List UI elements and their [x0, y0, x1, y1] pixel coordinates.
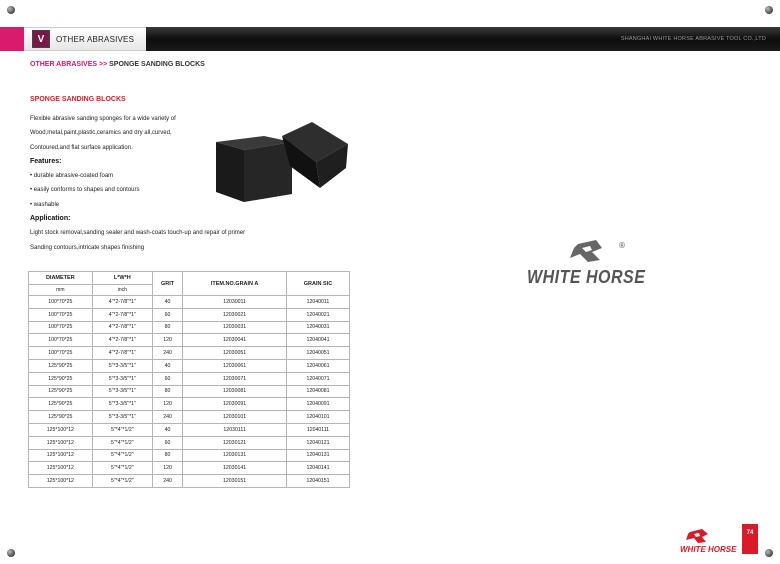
feature-item: • easily conforms to shapes and contours [30, 187, 140, 194]
unit-mm: mm [29, 285, 93, 296]
table-cell: 12040021 [286, 308, 349, 321]
table-cell: 12040081 [286, 385, 349, 398]
table-row [29, 347, 350, 360]
table-cell: 12030131 [183, 449, 287, 462]
unit-inch: inch [92, 285, 152, 296]
table-cell: 12030101 [183, 411, 287, 424]
table-cell: 125*90*25 [29, 398, 93, 411]
table-cell: 125*90*25 [29, 359, 93, 372]
feature-item: • durable abrasive-coated foam [30, 173, 114, 180]
table-cell: 60 [152, 308, 182, 321]
table-cell: 40 [152, 296, 182, 309]
table-cell: 100*70*25 [29, 321, 93, 334]
table-cell: 120 [152, 334, 182, 347]
table-cell: 5"*4"*1/2" [92, 436, 152, 449]
table-cell: 240 [152, 411, 182, 424]
table-cell: 240 [152, 347, 182, 360]
table-cell: 240 [152, 475, 182, 488]
col-lwh: L*W*H [92, 272, 152, 285]
table-cell: 12040031 [286, 321, 349, 334]
header-accent [0, 27, 24, 51]
header-bar [0, 27, 780, 51]
application-line: Light stock removal,sanding sealer and wash-coats touch-up and repair of primer [30, 230, 246, 237]
section-title: OTHER ABRASIVES [56, 34, 135, 44]
table-body [29, 296, 350, 488]
product-table [28, 271, 350, 488]
feature-item: • washable [30, 201, 60, 208]
table-cell: 100*70*25 [29, 334, 93, 347]
table-cell: 125*90*25 [29, 385, 93, 398]
sponge-blocks-image [212, 118, 352, 204]
table-header-row [29, 272, 350, 285]
table-cell: 4"*2-7/8"*1" [92, 334, 152, 347]
table-cell: 12040011 [286, 296, 349, 309]
table-cell: 4"*2-7/8"*1" [92, 321, 152, 334]
col-grit: GRIT [152, 272, 182, 296]
table-row [29, 462, 350, 475]
table-cell: 5"*4"*1/2" [92, 462, 152, 475]
table-cell: 60 [152, 436, 182, 449]
table-cell: 12040111 [286, 423, 349, 436]
table-cell: 120 [152, 462, 182, 475]
table-cell: 4"*2-7/8"*1" [92, 308, 152, 321]
col-grain-sic: GRAIN SIC [286, 272, 349, 296]
application-line: Sanding contours,intricate shapes finishing [30, 244, 145, 251]
breadcrumb [30, 61, 205, 68]
table-cell: 12040091 [286, 398, 349, 411]
table-row [29, 423, 350, 436]
table-row [29, 449, 350, 462]
table-cell: 4"*2-7/8"*1" [92, 347, 152, 360]
corner-screw-icon [7, 549, 15, 557]
table-cell: 12030111 [183, 423, 287, 436]
table-cell: 80 [152, 449, 182, 462]
header-section [24, 27, 146, 51]
table-cell: 12030061 [183, 359, 287, 372]
table-row [29, 436, 350, 449]
corner-screw-icon [7, 6, 15, 14]
table-cell: 12040051 [286, 347, 349, 360]
table-cell: 125*100*12 [29, 475, 93, 488]
table-row [29, 334, 350, 347]
header-company-strip [146, 27, 780, 51]
table-cell: 12030121 [183, 436, 287, 449]
table-cell: 125*100*12 [29, 449, 93, 462]
table-cell: 100*70*25 [29, 296, 93, 309]
table-cell: 100*70*25 [29, 347, 93, 360]
table-cell: 80 [152, 385, 182, 398]
registered-mark: ® [618, 241, 626, 250]
table-cell: 12040131 [286, 449, 349, 462]
table-row [29, 321, 350, 334]
product-title: SPONGE SANDING BLOCKS [30, 96, 126, 103]
table-cell: 12040151 [286, 475, 349, 488]
table-cell: 125*90*25 [29, 372, 93, 385]
table-cell: 5"*3-3/5"*1" [92, 385, 152, 398]
company-name: SHANGHAI WHITE HORSE ABRASIVE TOOL CO.,LTD [620, 36, 766, 42]
table-cell: 100*70*25 [29, 308, 93, 321]
table-cell: 12030021 [183, 308, 287, 321]
table-cell: 12040041 [286, 334, 349, 347]
col-diameter: DIAMETER [29, 272, 93, 285]
table-cell: 4"*2-7/8"*1" [92, 296, 152, 309]
table-cell: 12030071 [183, 372, 287, 385]
table-row [29, 398, 350, 411]
table-cell: 12030011 [183, 296, 287, 309]
table-cell: 12030091 [183, 398, 287, 411]
table-cell: 12030151 [183, 475, 287, 488]
table-cell: 12040141 [286, 462, 349, 475]
breadcrumb-separator: >> [98, 61, 108, 68]
table-cell: 40 [152, 423, 182, 436]
table-cell: 5"*3-3/5"*1" [92, 359, 152, 372]
table-cell: 12040121 [286, 436, 349, 449]
table-cell: 5"*4"*1/2" [92, 423, 152, 436]
table-cell: 5"*3-3/5"*1" [92, 411, 152, 424]
brand-logo-text: WHITE HORSE [527, 268, 646, 288]
footer-horse-icon [676, 528, 716, 546]
table-cell: 12040061 [286, 359, 349, 372]
table-cell: 40 [152, 359, 182, 372]
table-cell: 12040071 [286, 372, 349, 385]
features-heading: Features: [30, 157, 62, 165]
table-row [29, 308, 350, 321]
table-row [29, 385, 350, 398]
table-cell: 5"*4"*1/2" [92, 475, 152, 488]
table-cell: 125*90*25 [29, 411, 93, 424]
table-row [29, 475, 350, 488]
breadcrumb-parent[interactable]: OTHER ABRASIVES [30, 61, 98, 68]
table-cell: 12030031 [183, 321, 287, 334]
table-cell: 5"*3-3/5"*1" [92, 398, 152, 411]
horse-logo-icon [520, 238, 630, 270]
table-cell: 5"*3-3/5"*1" [92, 372, 152, 385]
table-cell: 5"*4"*1/2" [92, 449, 152, 462]
table-cell: 125*100*12 [29, 436, 93, 449]
table-cell: 80 [152, 321, 182, 334]
footer-brand-text: WHITE HORSE [680, 545, 737, 554]
table-cell: 120 [152, 398, 182, 411]
table-cell: 125*100*12 [29, 423, 93, 436]
description-line: Wood,metal,paint,plastic,ceramics and dry all,curved, [30, 130, 172, 137]
table-cell: 12030051 [183, 347, 287, 360]
corner-screw-icon [765, 549, 773, 557]
table-row [29, 296, 350, 309]
table-row [29, 359, 350, 372]
table-cell: 12030141 [183, 462, 287, 475]
description-line: Flexible abrasive sanding sponges for a wide variety of [30, 116, 176, 122]
table-cell: 125*100*12 [29, 462, 93, 475]
table-cell: 12030081 [183, 385, 287, 398]
table-row [29, 411, 350, 424]
page-number: 74 [742, 524, 758, 554]
table-row [29, 372, 350, 385]
table-cell: 12040101 [286, 411, 349, 424]
corner-screw-icon [765, 6, 773, 14]
table-cell: 60 [152, 372, 182, 385]
breadcrumb-current: SPONGE SANDING BLOCKS [109, 61, 205, 68]
section-badge: V [32, 30, 50, 48]
table-cell: 12030041 [183, 334, 287, 347]
col-item-grain-a: ITEM.NO.GRAIN A [183, 272, 287, 296]
application-heading: Application: [30, 215, 71, 223]
description-line: Contoured,and flat surface application. [30, 144, 133, 151]
